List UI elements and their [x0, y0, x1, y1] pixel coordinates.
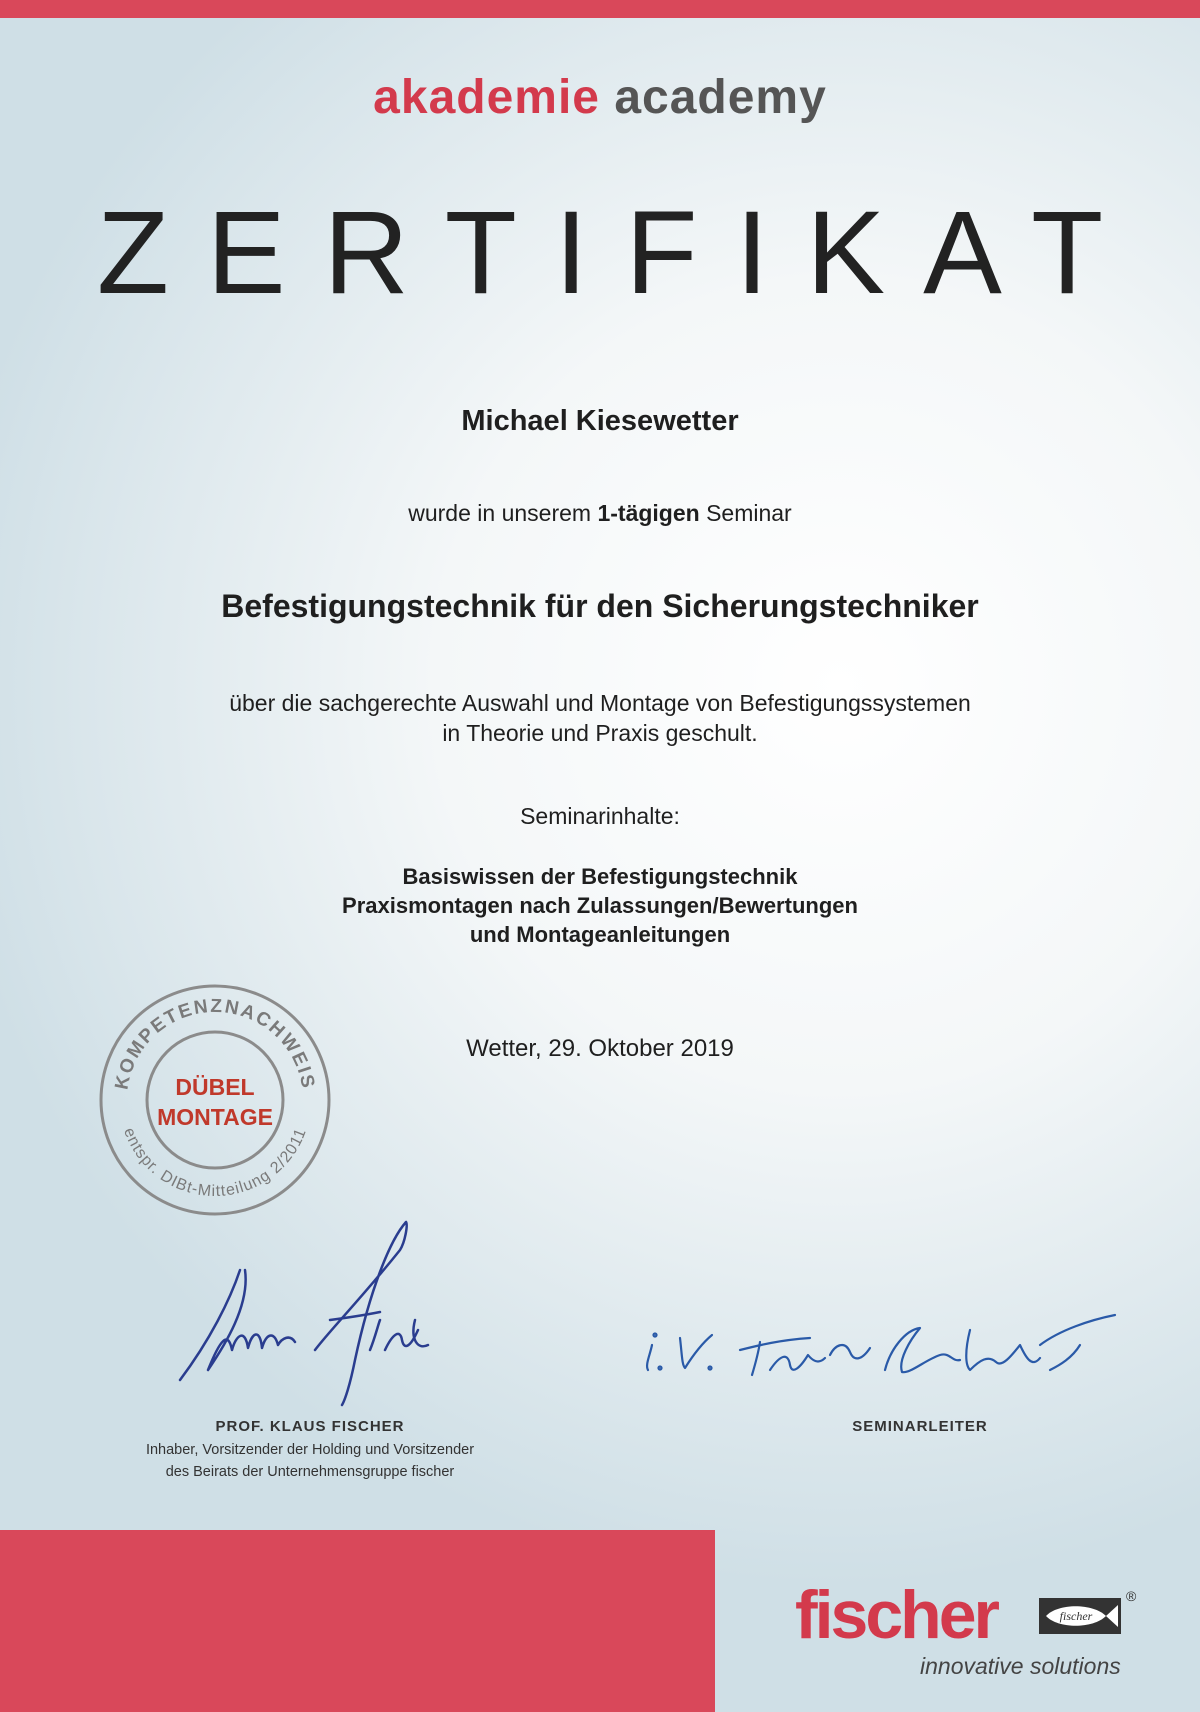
signature-caption-right [800, 1418, 1040, 1435]
seminar-leader-label: SEMINARLEITER [852, 1418, 988, 1435]
course-description [0, 688, 1200, 748]
intro-before: wurde in unserem [408, 500, 598, 526]
signature-caption-left [110, 1418, 510, 1483]
fischer-brand [790, 1577, 1170, 1700]
seminar-contents-label: Seminarinhalte: [520, 803, 680, 829]
place-and-date: Wetter, 29. Oktober 2019 [466, 1035, 734, 1062]
recipient-name: Michael Kiesewetter [461, 405, 739, 437]
intro-line [0, 500, 1200, 527]
registered-mark: ® [1126, 1588, 1137, 1604]
brand-tagline: innovative solutions [920, 1653, 1121, 1679]
stamp-top-text: KOMPETENZNACHWEIS [111, 995, 319, 1092]
signatory-role-line: Inhaber, Vorsitzender der Holding und Vorsitzender [145, 1442, 475, 1458]
competence-stamp [95, 980, 335, 1220]
description-line: über die sachgerechte Auswahl und Montage von Befestigungssystemen [229, 690, 971, 716]
signature-seminar-leader [640, 1300, 1120, 1410]
fischer-wordmark: fischer [795, 1577, 997, 1653]
academy-word-de: akademie [373, 71, 600, 124]
intro-after: Seminar [699, 500, 792, 526]
bottom-red-bar [0, 1530, 715, 1712]
seminar-contents-list [0, 862, 1200, 949]
top-red-strip [0, 0, 1200, 18]
stamp-center-line2: MONTAGE [157, 1104, 273, 1130]
stamp-bottom-text: entspr. DIBt-Mitteilung 2/2011 [120, 1125, 310, 1201]
course-title: Befestigungstechnik für den Sicherungstechniker [221, 588, 979, 624]
seminar-content-item: und Montageanleitungen [469, 922, 731, 947]
academy-heading [0, 70, 1200, 125]
signatory-role [110, 1439, 510, 1483]
signatory-name: PROF. KLAUS FISCHER [215, 1418, 405, 1435]
academy-word-en: academy [614, 71, 827, 124]
intro-duration: 1-tägigen [597, 500, 700, 526]
seminar-content-item: Praxismontagen nach Zulassungen/Bewertungen [342, 893, 858, 918]
description-line: in Theorie und Praxis geschult. [442, 720, 758, 746]
signature-klaus-fischer [170, 1210, 470, 1410]
fish-logo-text: fischer [1059, 1609, 1093, 1623]
seminar-content-item: Basiswissen der Befestigungstechnik [402, 864, 798, 889]
stamp-center-line1: DÜBEL [175, 1074, 255, 1100]
signatory-role-line: des Beirats der Unternehmensgruppe fischer [165, 1464, 455, 1480]
svg-text:entspr. DIBt-Mitteilung 2/2011 [120, 1126, 310, 1201]
fischer-fish-logo-icon [1038, 1597, 1122, 1635]
certificate-title: ZERTIFIKAT [96, 187, 1142, 319]
